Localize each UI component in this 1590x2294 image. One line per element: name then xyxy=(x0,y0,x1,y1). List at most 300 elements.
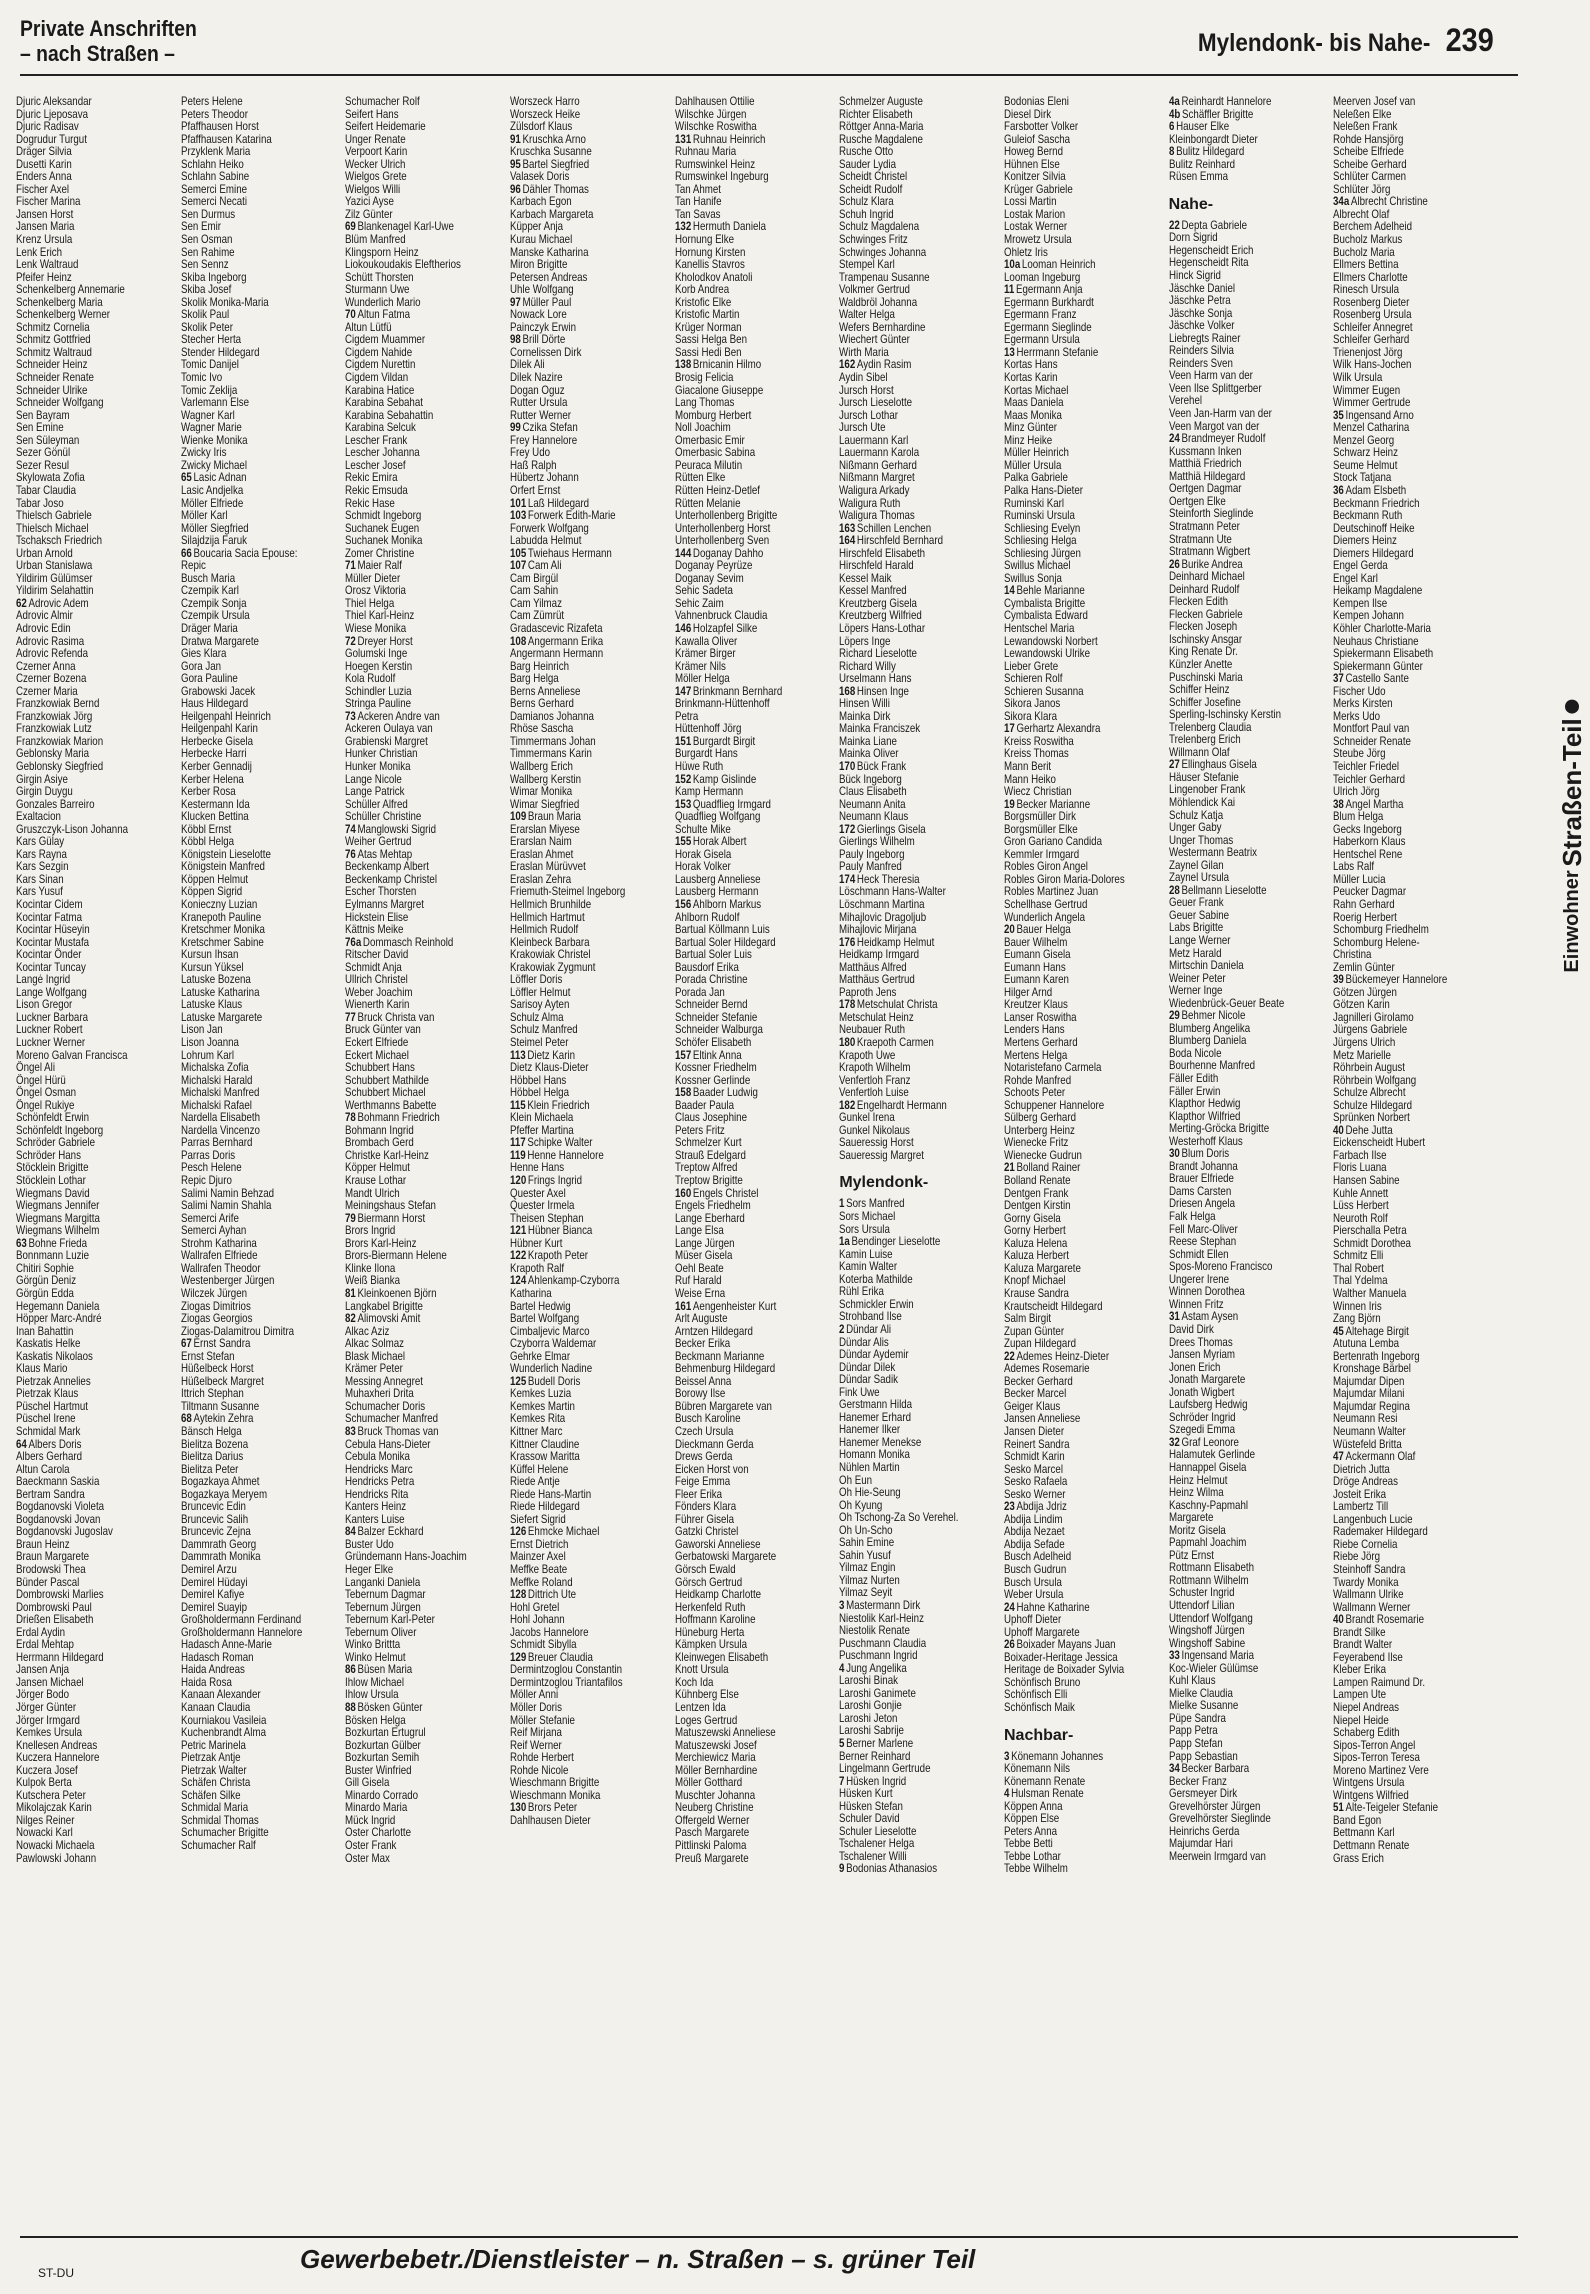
resident-entry: Wallrafen Elfriede xyxy=(180,1249,258,1263)
resident-entry: Pesch Helene xyxy=(180,1161,242,1175)
resident-entry: Wimar Siegfried xyxy=(510,797,580,811)
resident-entry: Heinz Wilma xyxy=(1168,1486,1224,1500)
resident-entry: Geblonsky Maria xyxy=(16,747,90,761)
resident-entry: Müller Lucia xyxy=(1333,872,1386,886)
resident-entry: Kortas Karin xyxy=(1004,371,1058,385)
resident-entry: Oh Tschong-Za So Verehel. xyxy=(839,1511,959,1525)
resident-entry: Kronshage Bärbel xyxy=(1333,1362,1412,1376)
resident-entry: Labs Brigitte xyxy=(1168,921,1223,935)
resident-entry: Adrovic Refenda xyxy=(16,647,89,661)
resident-entry: Silajdzija Faruk xyxy=(180,534,247,548)
resident-entry: Schmidt Anja xyxy=(345,960,403,974)
section-tab-line2: Straßen-Teil xyxy=(1557,718,1587,867)
resident-entry: Ritscher David xyxy=(345,948,409,962)
resident-entry: 125 Budell Doris xyxy=(510,1374,581,1388)
resident-entry: Buster Winfried xyxy=(345,1763,412,1777)
resident-entry: Stempel Karl xyxy=(839,258,896,272)
resident-entry: Jursch Lieselotte xyxy=(839,396,913,410)
resident-entry: Albrecht Olaf xyxy=(1333,207,1390,221)
resident-entry: Wingshoff Sabine xyxy=(1168,1636,1245,1650)
resident-entry: Cebula Monika xyxy=(345,1450,411,1464)
resident-entry: Krapoth Ralf xyxy=(510,1261,565,1275)
resident-entry: Yazici Ayse xyxy=(345,195,395,209)
house-number: 9 xyxy=(839,1862,845,1876)
resident-entry: Michalski Manfred xyxy=(180,1086,260,1100)
resident-entry: Djuric Radisav xyxy=(16,120,79,134)
header-rule xyxy=(20,74,1518,76)
resident-entry: Miron Brigitte xyxy=(510,258,568,272)
house-number: 76a xyxy=(345,935,362,949)
resident-entry: Mihajlovic Mirjana xyxy=(839,923,917,937)
resident-entry: 2 Dündar Ali xyxy=(839,1322,892,1336)
resident-entry: Burgardt Hans xyxy=(674,747,738,761)
resident-entry: Schubbert Hans xyxy=(345,1061,416,1075)
resident-entry: Berns Gerhard xyxy=(510,697,574,711)
resident-entry: Schlüter Carmen xyxy=(1333,170,1407,184)
resident-entry: Jursch Ute xyxy=(839,421,886,435)
resident-entry: Baader Paula xyxy=(674,1098,734,1112)
resident-entry: Peters Anna xyxy=(1004,1824,1058,1838)
resident-entry: Gunkel Irena xyxy=(839,1111,896,1125)
resident-entry: Palka Hans-Dieter xyxy=(1004,483,1084,497)
house-number: 156 xyxy=(674,898,691,911)
resident-entry: Jonath Wigbert xyxy=(1168,1385,1235,1399)
resident-entry: Lambertz Till xyxy=(1333,1500,1389,1514)
resident-entry: Görgün Deniz xyxy=(16,1274,77,1288)
resident-entry: Scheibe Gerhard xyxy=(1333,157,1407,171)
resident-entry: 132 Hermuth Daniela xyxy=(674,220,766,234)
resident-entry: Hinck Sigrid xyxy=(1168,269,1221,283)
resident-entry: 63 Bohne Frieda xyxy=(16,1236,87,1250)
resident-entry: Konitzer Silvia xyxy=(1004,170,1066,184)
resident-entry: Venfertloh Luise xyxy=(839,1086,910,1100)
resident-entry: Horak Gisela xyxy=(674,847,731,861)
resident-entry: Skolik Monika-Maria xyxy=(180,295,269,309)
resident-entry: Adrovic Edin xyxy=(16,621,71,635)
resident-entry: Bodonias Eleni xyxy=(1004,96,1069,108)
resident-entry: Ziogas-Dalamitrou Dimitra xyxy=(180,1324,294,1338)
resident-entry: 35 Ingensand Arno xyxy=(1333,408,1415,422)
resident-entry: Krakowiak Zygmunt xyxy=(510,960,596,974)
resident-entry: Hinsen Willi xyxy=(839,697,891,711)
resident-entry: Schulz Magdalena xyxy=(839,220,920,234)
resident-entry: Arntzen Hildegard xyxy=(674,1324,753,1338)
resident-entry: Ihlow Michael xyxy=(345,1675,405,1689)
house-number: 88 xyxy=(345,1701,357,1714)
resident-entry: Eraslan Ahmet xyxy=(510,847,574,861)
resident-entry: Lauermann Karola xyxy=(839,446,920,460)
house-number: 103 xyxy=(510,509,527,523)
resident-entry: Busch Gudrun xyxy=(1004,1562,1067,1576)
house-number: 78 xyxy=(345,1111,357,1125)
resident-entry: Führer Gisela xyxy=(674,1512,734,1526)
resident-entry: Venfertloh Franz xyxy=(839,1073,911,1087)
resident-entry: Kocintar Cidem xyxy=(16,898,83,911)
resident-entry: Kanters Luise xyxy=(345,1512,405,1526)
resident-entry: 40 Dehe Jutta xyxy=(1333,1123,1393,1137)
header-subtitle: – nach Straßen – xyxy=(20,41,175,66)
resident-entry: Worszeck Harro xyxy=(510,96,580,108)
resident-entry: Ungerer Irene xyxy=(1168,1272,1229,1286)
resident-entry: Stratmann Ute xyxy=(1168,532,1232,546)
resident-entry: Mielke Susanne xyxy=(1168,1699,1238,1713)
resident-entry: 170 Bück Frank xyxy=(839,759,907,773)
resident-entry: Cigdem Vildan xyxy=(345,371,409,385)
resident-entry: 65 Lasic Adnan xyxy=(180,471,247,485)
resident-entry: Weiß Bianka xyxy=(345,1274,401,1288)
resident-entry: Eickenscheidt Hubert xyxy=(1333,1136,1426,1150)
resident-entry: Puschmann Ingrid xyxy=(839,1649,918,1663)
resident-entry: Orosz Viktoria xyxy=(345,584,407,598)
resident-entry: Jäschke Daniel xyxy=(1168,281,1235,295)
resident-entry: 120 Frings Ingrid xyxy=(510,1174,583,1188)
resident-entry: Aydin Sibel xyxy=(839,371,888,385)
resident-entry: Schmitz Gottfried xyxy=(16,333,91,347)
resident-entry: Wienerth Karin xyxy=(345,998,410,1012)
resident-entry: Preuß Margarete xyxy=(674,1851,749,1865)
resident-entry: Krause Lothar xyxy=(345,1174,407,1188)
house-number: 6 xyxy=(1168,120,1175,134)
resident-entry: Mann Berit xyxy=(1004,759,1052,773)
resident-entry: Winko Brittta xyxy=(345,1638,401,1652)
resident-entry: Meerven Josef van xyxy=(1333,96,1416,108)
resident-entry: Fäller Erwin xyxy=(1168,1084,1221,1098)
resident-entry: Sahin Emine xyxy=(839,1536,895,1550)
resident-entry: Busch Karoline xyxy=(674,1412,741,1426)
resident-entry: Spiekermann Günter xyxy=(1333,659,1424,673)
house-number: 2 xyxy=(839,1322,845,1336)
resident-entry: Drews Gerda xyxy=(674,1450,733,1464)
resident-entry: Winnen Iris xyxy=(1333,1299,1383,1313)
resident-entry: Neumann Resi xyxy=(1333,1412,1398,1426)
house-number: 115 xyxy=(510,1098,526,1112)
resident-entry: Richard Willy xyxy=(839,659,897,673)
resident-entry: Doganay Peyrüze xyxy=(674,559,753,573)
resident-entry: Röhrbein Wolfgang xyxy=(1333,1073,1417,1087)
resident-entry: Unterhollenberg Horst xyxy=(674,521,770,535)
resident-entry: Rekic Emsuda xyxy=(345,483,409,497)
resident-entry: 95 Bartel Siegfried xyxy=(510,157,590,171)
house-number: 182 xyxy=(839,1098,856,1112)
resident-entry: Demirel Kafiye xyxy=(180,1588,244,1602)
resident-entry: Gecks Ingeborg xyxy=(1333,822,1403,836)
resident-entry: Papp Stefan xyxy=(1168,1737,1223,1750)
resident-entry: Waligura Arkady xyxy=(839,483,910,497)
resident-entry: 19 Becker Marianne xyxy=(1004,797,1091,811)
resident-entry: 28 Bellmann Lieselotte xyxy=(1168,883,1267,897)
resident-entry: Skylowata Zofia xyxy=(16,471,85,485)
resident-entry: Dammrath Georg xyxy=(180,1537,256,1551)
resident-entry: Hüsken Stefan xyxy=(839,1799,904,1813)
resident-entry: Bohmann Ingrid xyxy=(345,1123,415,1137)
resident-entry: Krapoth Uwe xyxy=(839,1048,896,1062)
address-column xyxy=(1169,96,1332,2226)
resident-entry: Lange Jürgen xyxy=(674,1236,735,1250)
resident-entry: Könemann Nils xyxy=(1004,1762,1071,1776)
resident-entry: 160 Engels Christel xyxy=(674,1186,759,1200)
resident-entry: Geiger Klaus xyxy=(1004,1399,1061,1413)
resident-entry: Köppen Sigrid xyxy=(180,885,242,899)
resident-entry: Sen Sennz xyxy=(180,258,229,272)
resident-entry: Drees Thomas xyxy=(1168,1335,1233,1349)
resident-entry: Waligura Thomas xyxy=(839,509,916,523)
resident-entry: Schönfeldt Ingeborg xyxy=(16,1123,104,1137)
resident-entry: Ernst Dietrich xyxy=(510,1537,569,1551)
resident-entry: Heidkamp Irmgard xyxy=(839,948,920,962)
resident-entry: Bruncevic Edin xyxy=(180,1500,246,1514)
resident-entry: Parras Doris xyxy=(180,1148,235,1162)
resident-entry: Rühl Erika xyxy=(839,1285,885,1299)
resident-entry: Weiner Peter xyxy=(1168,971,1226,985)
resident-entry: Schenkelberg Werner xyxy=(16,308,111,322)
resident-entry: Cigdem Nahide xyxy=(345,345,413,359)
resident-entry: Schmidal Maria xyxy=(180,1801,248,1815)
resident-entry: Omerbasic Sabina xyxy=(674,446,755,460)
resident-entry: Koterba Mathilde xyxy=(839,1272,913,1286)
resident-entry: Wiegmans Wilhelm xyxy=(16,1224,100,1238)
resident-entry: Unger Gaby xyxy=(1168,821,1222,835)
resident-entry: Wiechert Günter xyxy=(839,333,911,347)
resident-entry: Gaworski Anneliese xyxy=(674,1537,761,1551)
resident-entry: Zwicky Michael xyxy=(180,458,247,472)
resident-entry: Höbbel Helga xyxy=(510,1086,570,1100)
resident-entry: Wilschke Jürgen xyxy=(674,107,747,121)
resident-entry: 66 Boucaria Sacia Epouse: xyxy=(180,546,298,560)
resident-entry: Parras Bernhard xyxy=(180,1136,253,1150)
resident-entry: Barg Heinrich xyxy=(510,659,570,673)
resident-entry: Schäfen Silke xyxy=(180,1788,241,1802)
resident-entry: 17 Gerhartz Alexandra xyxy=(1004,722,1101,736)
house-number: 95 xyxy=(510,157,521,171)
resident-entry: 113 Dietz Karin xyxy=(510,1048,576,1062)
resident-entry: Schwinges Fritz xyxy=(839,233,909,247)
resident-entry: Tebernum Karl-Peter xyxy=(345,1613,436,1627)
resident-entry: Bucholz Maria xyxy=(1333,245,1396,259)
header-title: Private Anschriften xyxy=(20,16,197,41)
resident-entry: Feige Emma xyxy=(674,1475,730,1489)
resident-entry: Kocintar Hüseyin xyxy=(16,923,90,937)
resident-entry: Quester Axel xyxy=(510,1186,566,1200)
resident-entry: Rottmann Wilhelm xyxy=(1168,1573,1249,1587)
resident-entry: Schenkelberg Annemarie xyxy=(16,283,125,297)
resident-entry: 71 Maier Ralf xyxy=(345,559,403,573)
resident-entry: Tschaksch Friedrich xyxy=(16,534,103,548)
resident-entry: Howeg Bernd xyxy=(1004,145,1064,159)
resident-entry: Kemkes Ursula xyxy=(16,1726,83,1740)
resident-entry: Yildirim Gülümser xyxy=(16,571,93,585)
resident-entry: Küffel Helene xyxy=(510,1462,569,1476)
resident-entry: Schuster Ingrid xyxy=(1168,1586,1235,1600)
resident-entry: Matuszewski Anneliese xyxy=(674,1726,776,1740)
resident-entry: 115 Klein Friedrich xyxy=(510,1098,590,1112)
resident-entry: Forwerk Wolfgang xyxy=(510,521,589,535)
resident-entry: Riede Hildegard xyxy=(510,1500,580,1514)
resident-entry: Wiegmans David xyxy=(16,1186,90,1200)
resident-entry: 178 Metschulat Christa xyxy=(839,998,938,1012)
resident-entry: Lewandowski Ulrike xyxy=(1004,647,1091,661)
resident-entry: 3 Mastermann Dirk xyxy=(839,1598,921,1612)
resident-entry: Schumacher Rolf xyxy=(345,96,421,108)
resident-entry: Abdija Nezaet xyxy=(1004,1525,1065,1539)
resident-entry: Buster Udo xyxy=(345,1537,395,1551)
resident-entry: Tomic Ivo xyxy=(180,371,222,385)
resident-entry: Nühlen Martin xyxy=(839,1460,900,1474)
resident-entry: Engels Friedhelm xyxy=(674,1199,751,1213)
resident-entry: Wilschke Roswitha xyxy=(674,120,757,134)
resident-entry: Worszeck Heike xyxy=(510,107,581,121)
resident-entry: Swillus Sonja xyxy=(1004,571,1062,585)
resident-entry: Tebbe Wilhelm xyxy=(1004,1862,1068,1876)
resident-entry: Hornung Kirsten xyxy=(674,245,746,259)
resident-entry: Gron Gariano Candida xyxy=(1004,835,1102,849)
resident-entry: 151 Burgardt Birgit xyxy=(674,734,755,748)
resident-entry: Rusche Otto xyxy=(839,145,894,159)
resident-entry: Sülberg Gerhard xyxy=(1004,1111,1077,1125)
resident-entry: Klucken Bettina xyxy=(180,810,249,824)
resident-entry: Porada Christine xyxy=(674,973,748,987)
resident-entry: Jagnilleri Girolamo xyxy=(1333,1010,1414,1024)
resident-entry: Kreiss Roswitha xyxy=(1004,734,1074,748)
resident-entry: 109 Braun Maria xyxy=(510,810,581,824)
resident-entry: Ademes Rosemarie xyxy=(1004,1362,1090,1376)
resident-entry: Sen Emine xyxy=(16,421,64,435)
resident-entry: Bünder Pascal xyxy=(16,1575,80,1589)
resident-entry: Sezer Resul xyxy=(16,458,70,472)
resident-entry: Deutschinoff Heike xyxy=(1333,521,1415,535)
resident-entry: Uttendorf Lilian xyxy=(1168,1598,1235,1612)
resident-entry: Kaluza Helena xyxy=(1004,1236,1068,1250)
resident-entry: Wecker Ulrich xyxy=(345,157,406,171)
resident-entry: Hegemann Daniela xyxy=(16,1299,100,1313)
resident-entry: Kerber Rosa xyxy=(180,785,236,799)
resident-entry: Kars Sinan xyxy=(16,872,64,886)
resident-entry: Pfeffer Martina xyxy=(510,1123,574,1137)
house-number: 176 xyxy=(839,935,856,949)
resident-entry: Tebbe Lothar xyxy=(1004,1849,1061,1863)
resident-entry: Unterberg Heinz xyxy=(1004,1123,1075,1137)
resident-entry: Brors Karl-Heinz xyxy=(345,1236,417,1250)
resident-entry: Thielsch Michael xyxy=(16,521,89,535)
resident-entry: Kessel Maik xyxy=(839,571,892,585)
resident-entry: Przyklenk Maria xyxy=(180,145,250,159)
resident-entry: Schmitz Waltraud xyxy=(16,345,92,359)
house-number: 22 xyxy=(1004,1349,1015,1363)
house-number: 91 xyxy=(510,132,521,146)
resident-entry: Montfort Paul van xyxy=(1333,722,1410,736)
resident-entry: Köbbl Ernst xyxy=(180,822,232,836)
resident-entry: Erarslan Naim xyxy=(510,835,572,849)
resident-entry: Damianos Johanna xyxy=(510,709,594,723)
resident-entry: Bösken Helga xyxy=(345,1713,406,1727)
resident-entry: Dusetti Karin xyxy=(16,157,72,171)
resident-entry: Egermann Franz xyxy=(1004,308,1077,322)
resident-entry: Liokoukoudakis Eleftherios xyxy=(345,258,462,272)
resident-entry: Lampen Ute xyxy=(1333,1688,1387,1702)
resident-entry: Geuer Sabine xyxy=(1168,908,1229,922)
resident-entry: Sen Bayram xyxy=(16,408,70,422)
resident-entry: Klingsporn Heinz xyxy=(345,245,419,259)
resident-entry: Winnen Dorothea xyxy=(1168,1285,1245,1299)
resident-entry: Reinders Sven xyxy=(1168,356,1233,370)
resident-entry: Sipos-Terron Teresa xyxy=(1333,1751,1421,1765)
resident-entry: Luckner Robert xyxy=(16,1023,83,1037)
house-number: 73 xyxy=(345,709,357,723)
resident-entry: Könemann Renate xyxy=(1004,1774,1086,1788)
resident-entry: Yilmaz Seyit xyxy=(839,1586,893,1600)
house-number: 33 xyxy=(1168,1649,1180,1663)
house-number: 70 xyxy=(345,308,357,322)
resident-entry: Rumswinkel Ingeburg xyxy=(674,170,769,184)
resident-entry: Tan Hanife xyxy=(674,195,722,209)
resident-entry: Hendricks Petra xyxy=(345,1475,415,1489)
resident-entry: Dams Carsten xyxy=(1168,1184,1231,1198)
resident-entry: Lescher Josef xyxy=(345,458,406,472)
resident-entry: Repic xyxy=(180,559,206,573)
resident-entry: Borowy Ilse xyxy=(674,1387,725,1401)
resident-entry: Ellmers Charlotte xyxy=(1333,270,1409,284)
resident-entry: Dräger Silvia xyxy=(16,145,72,159)
resident-entry: Brodowski Thea xyxy=(16,1562,86,1576)
resident-entry: 138 Brnicanin Hilmo xyxy=(674,358,761,372)
resident-entry: 64 Albers Doris xyxy=(16,1437,82,1451)
resident-entry: Theisen Stephan xyxy=(510,1211,584,1225)
resident-entry: Demirel Arzu xyxy=(180,1562,237,1576)
resident-entry: Lampen Raimund Dr. xyxy=(1333,1675,1426,1689)
resident-entry: Schüller Alfred xyxy=(345,797,409,811)
resident-entry: Krautscheidt Hildegard xyxy=(1004,1299,1103,1313)
resident-entry: Thiel Karl-Heinz xyxy=(345,609,415,623)
resident-entry: 20 Bauer Helga xyxy=(1004,923,1071,937)
resident-entry: Enders Anna xyxy=(16,170,72,184)
resident-entry: Schneider Heinz xyxy=(16,358,88,372)
resident-entry: Ruf Harald xyxy=(674,1274,722,1288)
resident-entry: Ruminski Ursula xyxy=(1004,509,1075,523)
resident-entry: Schneider Ulrike xyxy=(16,383,88,397)
resident-entry: 45 Altehage Birgit xyxy=(1333,1324,1410,1338)
resident-entry: Richter Elisabeth xyxy=(839,107,913,121)
house-number: 62 xyxy=(16,596,27,610)
resident-entry: Jäschke Sonja xyxy=(1168,306,1232,320)
resident-entry: Seifert Hans xyxy=(345,107,399,121)
resident-entry: Kessel Manfred xyxy=(839,584,908,598)
resident-entry: Lasic Andjelka xyxy=(180,483,243,497)
resident-entry: Kemkes Rita xyxy=(510,1412,566,1426)
resident-entry: Yilmaz Nurten xyxy=(839,1573,901,1587)
resident-entry: Rutter Ursula xyxy=(510,396,568,410)
resident-entry: Schumacher Ralf xyxy=(180,1839,256,1853)
resident-entry: Schmidt Dorothea xyxy=(1333,1236,1412,1250)
resident-entry: Wagner Karl xyxy=(180,408,235,422)
resident-entry: Hüßelbeck Margret xyxy=(180,1374,264,1388)
resident-entry: Henne Hans xyxy=(510,1161,565,1175)
resident-entry: Schneider Stefanie xyxy=(674,1010,757,1024)
house-number: 180 xyxy=(839,1036,856,1050)
house-number: 26 xyxy=(1004,1638,1015,1652)
resident-entry: Löffler Helmut xyxy=(510,985,571,999)
resident-entry: Hohl Johann xyxy=(510,1613,565,1627)
resident-entry: Hirschfeld Harald xyxy=(839,559,915,573)
resident-entry: Krakowiak Christel xyxy=(510,948,591,962)
house-number: 4a xyxy=(1168,96,1180,108)
resident-entry: Grevelhörster Jürgen xyxy=(1168,1799,1261,1813)
resident-entry: Tan Ahmet xyxy=(674,182,721,196)
resident-entry: Hellmich Hartmut xyxy=(510,910,585,924)
resident-entry: Kursun Yüksel xyxy=(180,960,244,974)
resident-entry: Ahlborn Rudolf xyxy=(674,910,740,924)
resident-entry: Timmermans Johan xyxy=(510,734,596,748)
resident-entry: Rütten Elke xyxy=(674,471,726,485)
resident-entry: 9 Bodonias Athanasios xyxy=(839,1862,938,1876)
